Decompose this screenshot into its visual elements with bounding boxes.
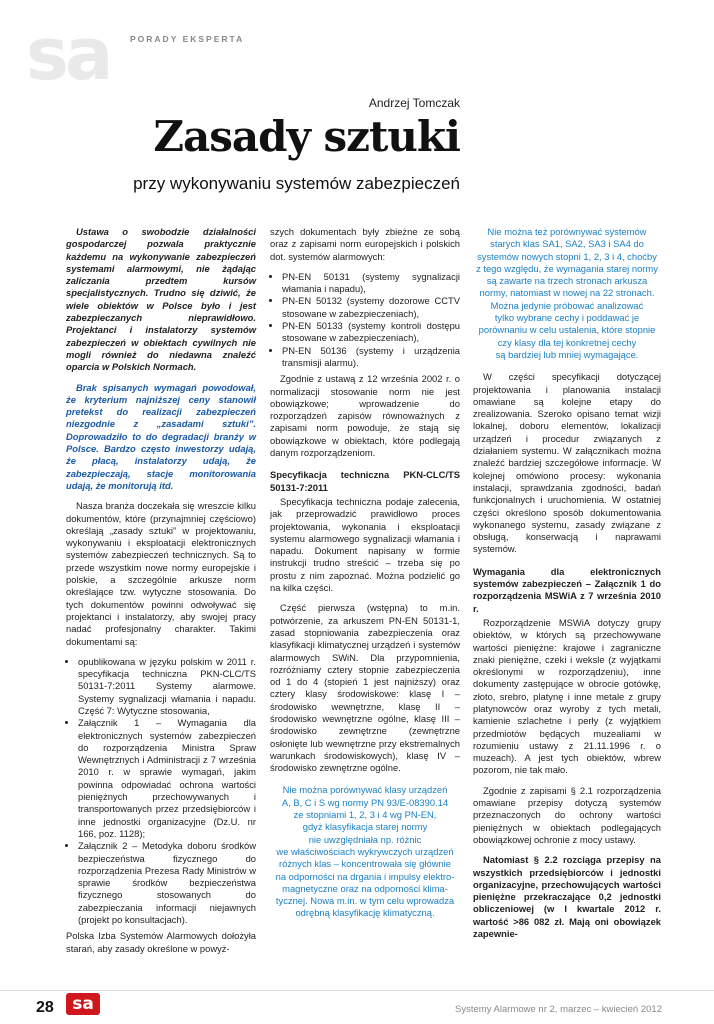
list-item: • PN-EN 50131 (systemy sygnalizacji włamania i napadu), xyxy=(282,271,460,296)
article-subtitle: przy wykonywaniu systemów zabezpieczeń xyxy=(133,174,460,193)
issue-info: Systemy Alarmowe nr 2, marzec – kwiecień 2012 xyxy=(455,1004,662,1015)
body-paragraph: Nasza branża doczekała się wreszcie kilku dokumentów, które (przynajmniej częściowo) określają „zasady sztuki” w projektowaniu, wykonywaniu i eksploatacji elektronicznych systemów zabezpieczeń technicznych. Są to przede wszystkim nowe normy europejskie i polskie, a szczególnie arkusze norm określające tzw. wytyczne stosowania. Do tych dokumentów powinni odwoływać się projektanci i instalatorzy, aby swojej pracy nadać profesjonalny charakter. Takimi dokumentami są: xyxy=(66,500,256,647)
section-heading: Specyfikacja techniczna PKN-CLC/TS 50131-7:2011 xyxy=(270,469,460,493)
pull-quote-line: na odporności na drgania i impulsy elektro- xyxy=(275,870,455,882)
body-paragraph: Zgodnie z zapisami § 2.1 rozporządzenia omawiane przepisy dotyczą systemów przeznaczonych do ochrony wartości pieniężnych w obiektach podlegających obowiązkowej ochronie z mocy ustawy. xyxy=(473,784,661,845)
pull-quote-line: Można jedynie próbować analizować xyxy=(490,299,644,311)
column-2 xyxy=(270,226,460,930)
pull-quote-line: we właściwościach wykrywczych urządzeń xyxy=(276,845,454,857)
pull-quote-line: Nie można też porównywać systemów xyxy=(487,226,647,237)
magazine-logo-watermark: sa xyxy=(26,12,110,96)
list-item: • PN-EN 50132 (systemy dozorowe CCTV stosowane w zabezpieczeniach), xyxy=(282,295,460,320)
pull-quote-line: systemów nowych stopni 1, 2, 3 i 4, choćby xyxy=(477,250,657,262)
body-paragraph: Specyfikacja techniczna podaje zalecenia, jak przeprowadzić prawidłowo proces projektowania, wykonania i eksploatacji systemu alarmowego sygnalizacji włamania i napadu. Dokument napisany w formie instrukcji trudno streścić – trzeba się po prostu z nim zapoznać. Można podzielić go na kilka części. xyxy=(270,495,460,594)
page-number: 28 xyxy=(36,999,54,1016)
document-list xyxy=(66,656,256,927)
pull-quote-line: magnetyczne oraz na odporności klima- xyxy=(282,882,448,894)
article-title: Zasady sztuki xyxy=(153,112,460,161)
pull-quote xyxy=(473,226,661,361)
pull-quote-line: z tego względu, że wymagania starej normy xyxy=(476,262,658,274)
list-item: • Załącznik 1 – Wymagania dla elektronicznych systemów zabezpieczeń do rozporządzenia Ministra Spraw Wewnętrznych i Administracji z 7 września 2010 r. w sprawie wymagań, jakim powinna odpowiadać ochrona wartości pieniężnych przechowywanych i transportowanych przez przedsiębiorców i inne jednostki organizacyjne (Dz.U. nr 166, poz. 1128); xyxy=(78,717,256,840)
pull-quote xyxy=(270,784,460,919)
pull-quote-line: tycznej. Nowa m.in. w tym celu wprowadza xyxy=(275,895,455,907)
pull-quote-line: starych klas SA1, SA2, SA3 i SA4 do xyxy=(490,238,644,250)
pull-quote-line: porównaniu w celu ustalenia, które stopnie xyxy=(478,324,656,336)
magazine-logo: sa xyxy=(66,993,100,1015)
pull-quote-line: A, B, C i S wg normy PN 93/E-08390.14 xyxy=(281,796,449,808)
list-item: • PN-EN 50136 (systemy i urządzenia transmisji alarmu). xyxy=(282,345,460,370)
pull-quote-line: różnych klas – koncentrowała się głównie xyxy=(279,858,451,870)
article-author: Andrzej Tomczak xyxy=(368,96,460,110)
section-label: PORADY EKSPERTA xyxy=(130,34,245,44)
list-item: • opublikowana w języku polskim w 2011 r. specyfikacja techniczna PKN-CLC/TS 50131-7:2011 Systemy alarmowe. Systemy sygnalizacji włamania i napadu. Część 7: Wytyczne stosowania, xyxy=(78,656,256,717)
lead-paragraph: Ustawa o swobodzie działalności gospodarczej pozwala praktycznie każdemu na wykonywanie zabezpieczeń systemami alarmowymi, nie żądając zaliczania przedtem kursów specjalistycznych. Trudno się dziwić, że wiele obiektów w Polsce było i jest zabezpieczanych nieprawidłowo. Projektanci i instalatorzy systemów zabezpieczeń w obiektach cywilnych nie mogli również do niedawna znaleźć oparcia w Polskich Normach. xyxy=(66,226,256,373)
pull-quote-line: czy klasy dla tej konkretnej cechy xyxy=(497,336,637,348)
pull-quote-line: tylko wybrane cechy i poddawać je xyxy=(494,312,640,324)
pull-quote-line: normy, natomiast w nowej na 22 stronach. xyxy=(479,287,655,299)
lead-paragraph-blue: Brak spisanych wymagań powodował, że kryterium najniższej ceny stanowił pretekst do realizacji zabezpieczeń niezgodnie z „zasadami sztuki”. Doprowadziło to do degradacji branży w Polsce. Bardzo często inwestorzy udają, że płacą, instalatorzy udają, że zabezpieczają, stacje monitorowania udają, że monitorują itd. xyxy=(66,381,256,491)
pull-quote-line: Nie można porównywać klasy urządzeń xyxy=(282,784,448,796)
column-1 xyxy=(66,226,256,963)
body-paragraph: szych dokumentach były zbieżne ze sobą oraz z zapisami norm europejskich i polskich dot. systemów alarmowych: xyxy=(270,226,460,262)
pull-quote-line: są bardziej lub mniej wymagające. xyxy=(495,348,639,360)
column-3 xyxy=(473,226,661,948)
pull-quote-line: gdyż klasyfikacja starej normy xyxy=(302,821,428,833)
pull-quote-line: są zawarte na trzech stronach arkusza xyxy=(486,275,648,287)
list-item: • Załącznik 2 – Metodyka doboru środków bezpieczeństwa fizycznego do rozporządzenia Prezesa Rady Ministrów w sprawie środków bezpieczeństwa fizycznego stosowanych do zabezpieczania informacji niejawnych (projekt po konsultacjach). xyxy=(78,840,256,926)
body-paragraph: W części specyfikacji dotyczącej projektowania i planowania instalacji omawiane są kolejne etapy do zrealizowania. Szeroko opisano temat wizji lokalnej, doboru elementów, lokalizacji urządzeń i procedur związanych z działaniem systemu. W załącznikach można znaleźć bardziej szczegółowe informacje. W kolejnej omówiono procesy: wykonania instalacji, sprawdzania zgodności, badań funkcjonalnych i uruchomienia. W ostatniej części określono sposób dokumentowania wykonanego systemu, zasady związane z obsługą, konserwacją i naprawami systemów. xyxy=(473,371,661,555)
body-paragraph: Polska Izba Systemów Alarmowych dołożyła starań, aby zasady określone w powyż- xyxy=(66,930,256,954)
pull-quote-line: odrębną klasyfikację klimatyczną. xyxy=(295,907,435,919)
body-paragraph: Zgodnie z ustawą z 12 września 2002 r. o normalizacji stosowanie norm nie jest obowiązkowe; wprowadzenie do rozporządzeń zapisów równoważnych z zapisami norm powoduje, że stają się obowiązkowe w obiektach, które podlegają danym rozporządzeniom. xyxy=(270,373,460,459)
pull-quote-line: nie uwzględniała np. różnic xyxy=(308,833,422,845)
body-paragraph-bold: Natomiast § 2.2 rozciąga przepisy na wszystkich przedsiębiorców i jednostki organizacyjne, przechowujących wartości pieniężne przekraczające 0,2 jednostki obliczeniowej (w I kwartale 2012 r. wartość >86 082 zł. Mają oni obowiązek zapewnie- xyxy=(473,854,661,940)
norm-list xyxy=(270,271,460,369)
footer-divider xyxy=(0,990,714,991)
section-heading: Wymagania dla elektronicznych systemów zabezpieczeń – Załącznik 1 do rozporządzenia MSWiA z 7 września 2010 r. xyxy=(473,565,661,614)
list-item: • PN-EN 50133 (systemy kontroli dostępu stosowane w zabezpieczeniach), xyxy=(282,320,460,345)
pull-quote-line: ze stopniami 1, 2, 3 i 4 wg PN-EN, xyxy=(293,809,437,821)
body-paragraph: Część pierwsza (wstępna) to m.in. potwórzenie, za arkuszem PN-EN 50131-1, zasad stopniowania zabezpieczenia oraz klasyfikacji klimatycznej urządzeń i systemów alarmowych SWiN. Dla przypomnienia, rozróżniamy cztery stopnie zabezpieczenia od 1 do 4 (stopień 1 jest najniższy) oraz cztery klasy środowiskowe: klasę I – środowisko wewnętrzne, klasę II – środowisko wewnętrzne ogólne, klasę III – środowisko zewnętrzne (zewnętrzne osłonięte lub wewnętrzne przy ekstremalnych warunkach środowiskowych), klasę IV – środowisko zewnętrzne ogólne. xyxy=(270,602,460,774)
body-paragraph: Rozporządzenie MSWiA dotyczy grupy obiektów, w których są przechowywane wartości pieniężne: krajowe i zagraniczne znaki pieniężne, czeki i weksle (z wyjątkami określonymi w rozporządzeniu), inne dokumenty zastępujące w obrocie gotówkę, złoto, srebro, platynę i inne metale z grupy platynowców oraz wyroby z tych metali, kamienie szlachetne i perły (z wyjątkiem przedmiotów będących muzealiami w rozumieniu ustawy z 21.11.1996 r. o muzeach). A jest tych obiektów, wbrew pozorom, nie tak mało. xyxy=(473,616,661,776)
